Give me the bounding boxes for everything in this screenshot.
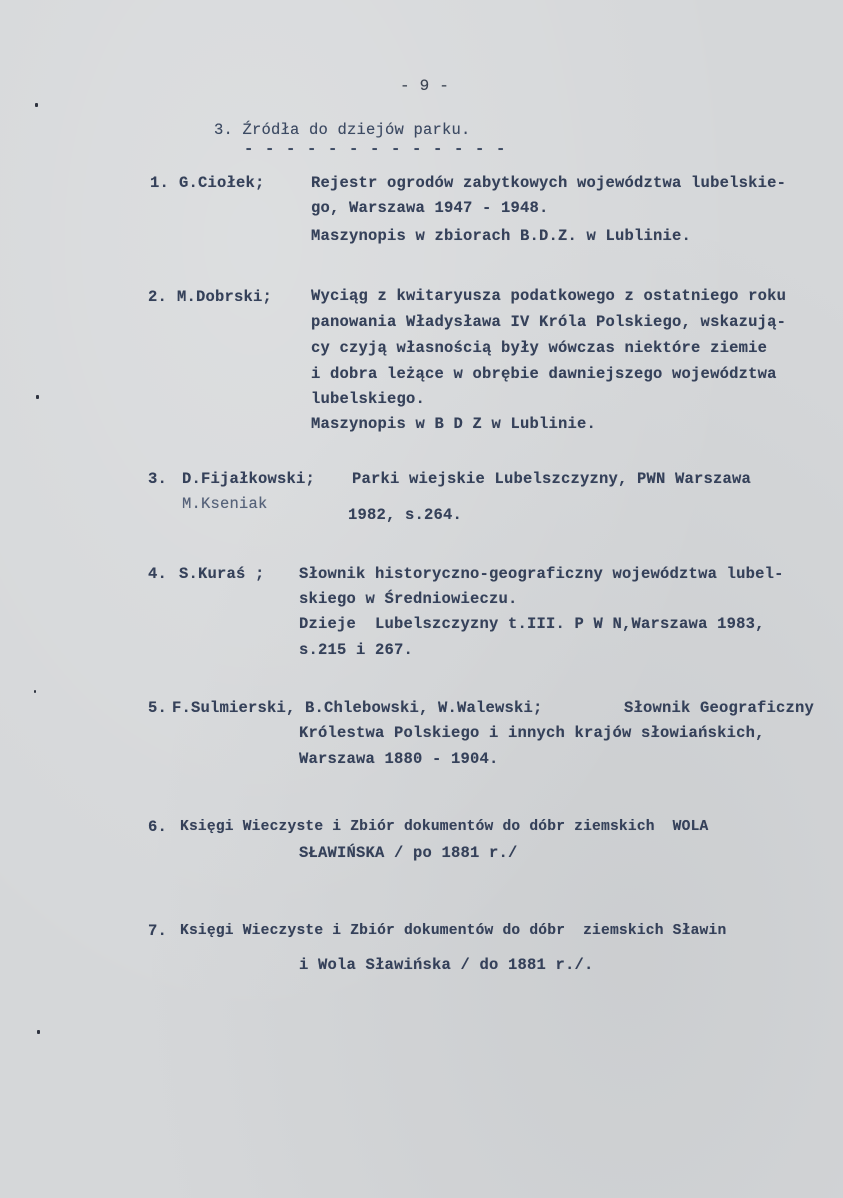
reference-line: panowania Władysława IV Króla Polskiego, wskazują- (311, 313, 787, 331)
reference-line: go, Warszawa 1947 - 1948. (311, 199, 549, 217)
reference-line: Księgi Wieczyste i Zbiór dokumentów do dóbr ziemskich Sławin (180, 923, 727, 939)
reference-number: 6. (148, 818, 168, 836)
reference-line: Królestwa Polskiego i innych krajów słowiańskich, (299, 724, 765, 742)
reference-line: skiego w Średniowieczu. (299, 590, 518, 608)
margin-speck (34, 690, 36, 693)
reference-line: Księgi Wieczyste i Zbiór dokumentów do dóbr ziemskich WOLA (180, 819, 709, 835)
reference-line: Rejestr ogrodów zabytkowych województwa lubelskie- (311, 174, 787, 192)
reference-number: 3. (148, 470, 168, 488)
reference-author: G.Ciołek; (179, 174, 265, 192)
reference-line: Parki wiejskie Lubelszczyzny, PWN Warszawa (352, 470, 752, 488)
reference-line: lubelskiego. (311, 390, 426, 408)
reference-line: 1982, s.264. (348, 506, 463, 524)
reference-line: Maszynopis w zbiorach B.D.Z. w Lublinie. (311, 227, 692, 245)
reference-line: cy czyją własnością były wówczas niektóre ziemie (311, 339, 768, 357)
reference-line: Maszynopis w B D Z w Lublinie. (311, 415, 597, 433)
reference-author: M.Dobrski; (177, 288, 273, 306)
reference-author: F.Sulmierski, B.Chlebowski, W.Walewski; (172, 699, 543, 717)
reference-number: 4. (148, 565, 168, 583)
page-number: - 9 - (400, 77, 450, 95)
reference-number: 7. (148, 922, 168, 940)
section-heading: 3. Źródła do dziejów parku. (214, 121, 471, 139)
reference-line: Warszawa 1880 - 1904. (299, 750, 499, 768)
reference-line: Dzieje Lubelszczyzny t.III. P W N,Warszawa 1983, (299, 615, 765, 633)
heading-underline: - - - - - - - - - - - - - (244, 140, 507, 158)
reference-line: i dobra leżące w obrębie dawniejszego województwa (311, 365, 777, 383)
reference-line: s.215 i 267. (299, 641, 414, 659)
reference-line: Wyciąg z kwitaryusza podatkowego z ostatniego roku (311, 287, 787, 305)
reference-number: 5. (148, 699, 168, 717)
margin-speck (36, 395, 39, 399)
margin-speck (35, 103, 38, 107)
reference-line: i Wola Sławińska / do 1881 r./. (299, 956, 594, 974)
reference-line: Słownik Geograficzny (624, 699, 815, 717)
reference-coauthor: M.Kseniak (182, 495, 268, 513)
reference-line: Słownik historyczno-geograficzny województwa lubel- (299, 565, 784, 583)
reference-number: 2. (148, 288, 168, 306)
reference-number: 1. (150, 174, 170, 192)
reference-line: SŁAWIŃSKA / po 1881 r./ (299, 844, 518, 862)
reference-author: S.Kuraś ; (179, 565, 265, 583)
margin-speck (37, 1030, 40, 1034)
reference-author: D.Fijałkowski; (182, 470, 316, 488)
